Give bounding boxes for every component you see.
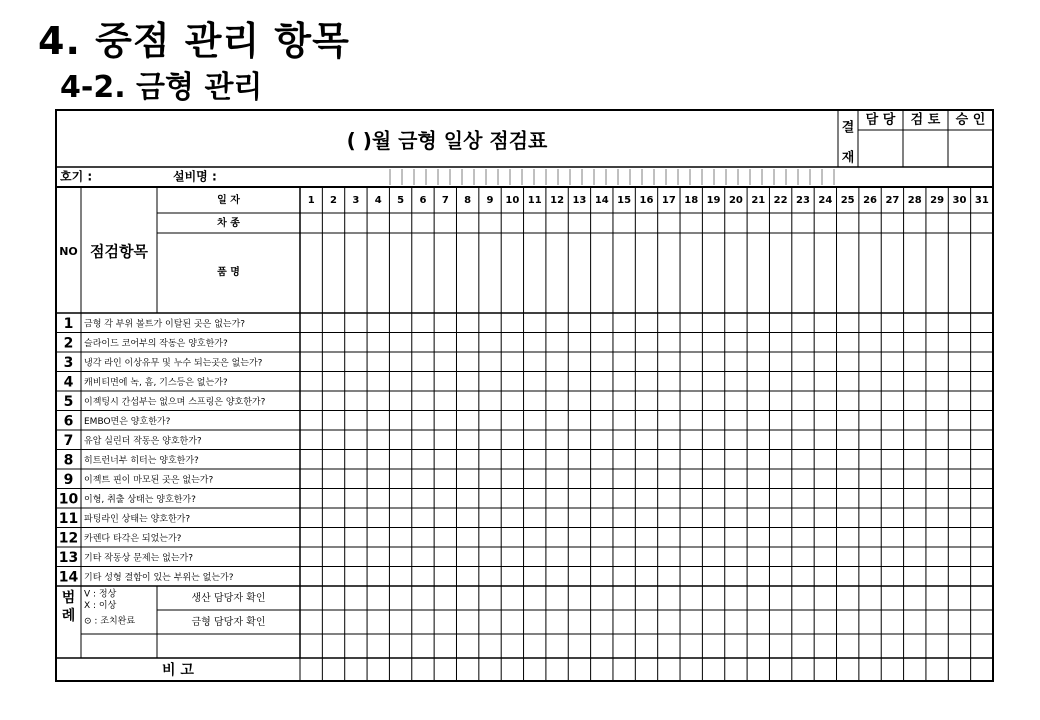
day-number: 2: [330, 195, 338, 206]
item-text: 슬라이드 코어부의 작동은 양호한가?: [84, 338, 228, 349]
item-number: 4: [63, 374, 74, 391]
day-number: 19: [706, 195, 721, 206]
item-number: 9: [63, 471, 74, 488]
day-number: 24: [818, 195, 833, 206]
item-text: 유압 실린더 작동은 양호한가?: [84, 436, 202, 447]
day-number: 12: [550, 195, 565, 206]
day-number: 8: [464, 195, 472, 206]
day-number: 18: [684, 195, 699, 206]
day-number: 17: [661, 195, 676, 206]
item-number: 11: [58, 510, 79, 527]
item-number: 1: [63, 315, 74, 332]
day-number: 13: [572, 195, 587, 206]
item-text: 이젝트 핀이 마모된 곳은 없는가?: [84, 475, 214, 486]
model-row-label: 차 종: [217, 218, 240, 229]
item-number: 5: [63, 393, 74, 410]
item-text: 히트런너부 히터는 양호한가?: [84, 455, 199, 466]
day-number: 11: [527, 195, 542, 206]
day-number: 9: [486, 195, 494, 206]
day-number: 7: [441, 195, 449, 206]
approval-column-label: 담 당: [865, 112, 896, 128]
item-number: 14: [58, 569, 79, 586]
approval-column-label: 승 인: [955, 112, 986, 128]
part-row-label: 품 명: [217, 267, 240, 278]
item-number: 13: [58, 549, 79, 566]
item-number: 2: [63, 335, 74, 352]
item-number: 3: [63, 354, 74, 371]
day-number: 14: [594, 195, 609, 206]
remarks-label: 비 고: [162, 662, 194, 679]
day-number: 5: [397, 195, 405, 206]
item-number: 8: [63, 452, 74, 469]
day-number: 31: [974, 195, 989, 206]
day-number: 21: [751, 195, 766, 206]
item-text: 캐비티면에 녹, 흠, 기스등은 없는가?: [84, 377, 228, 388]
item-text: 기타 작동상 문제는 없는가?: [84, 553, 193, 564]
no-column-header: NO: [59, 245, 78, 258]
item-number: 10: [58, 491, 79, 508]
day-number: 6: [419, 195, 427, 206]
day-number: 10: [505, 195, 520, 206]
legend-label: 범: [61, 590, 76, 606]
legend-entry: V : 정상: [84, 589, 117, 600]
day-number: 1: [307, 195, 315, 206]
item-number: 6: [63, 413, 74, 430]
unit-label: 호기 :: [60, 169, 93, 184]
day-number: 25: [840, 195, 855, 206]
item-number: 12: [58, 530, 79, 547]
item-number: 7: [63, 432, 74, 449]
legend-entry: X : 이상: [84, 601, 117, 611]
day-number: 28: [907, 195, 922, 206]
item-column-header: 점검항목: [90, 242, 148, 261]
day-number: 29: [930, 195, 945, 206]
day-number: 27: [885, 195, 900, 206]
item-text: 기타 성형 결함이 있는 부위는 없는가?: [84, 572, 234, 583]
page-title: 4. 중점 관리 항목: [38, 19, 350, 63]
approval-column-label: 검 토: [910, 112, 941, 128]
item-text: 이형, 취출 상태는 양호한가?: [84, 494, 196, 505]
item-text: 이젝팅시 간섭부는 없으며 스프링은 양호한가?: [84, 397, 266, 408]
day-number: 30: [952, 195, 967, 206]
day-number: 22: [773, 195, 788, 206]
approval-label: 결: [841, 120, 855, 136]
day-number: 3: [352, 195, 360, 206]
item-text: 금형 각 부위 볼트가 이탈된 곳은 없는가?: [84, 319, 246, 330]
equipment-label: 설비명 :: [173, 169, 217, 184]
item-text: 카렌다 타각은 되었는가?: [84, 533, 182, 544]
day-number: 23: [796, 195, 810, 206]
sheet-title: ( )월 금형 일상 점검표: [346, 128, 548, 153]
day-number: 4: [374, 195, 382, 206]
item-text: 파팅라인 상태는 양호한가?: [84, 514, 191, 525]
section-subtitle: 4-2. 금형 관리: [60, 70, 263, 105]
production-confirm-label: 생산 담당자 확인: [191, 593, 266, 604]
legend-label: 례: [61, 608, 76, 624]
approval-label: 재: [841, 150, 855, 166]
day-number: 16: [639, 195, 654, 206]
day-number: 26: [863, 195, 878, 206]
mold-confirm-label: 금형 담당자 확인: [191, 617, 266, 628]
day-number: 20: [728, 195, 743, 206]
item-text: 냉각 라인 이상유무 및 누수 되는곳은 없는가?: [84, 358, 263, 369]
day-number: 15: [617, 195, 632, 206]
date-row-label: 일 자: [217, 195, 240, 206]
item-text: EMBO면은 양호한가?: [84, 416, 171, 427]
legend-entry: ⊙ : 조치완료: [84, 616, 136, 627]
